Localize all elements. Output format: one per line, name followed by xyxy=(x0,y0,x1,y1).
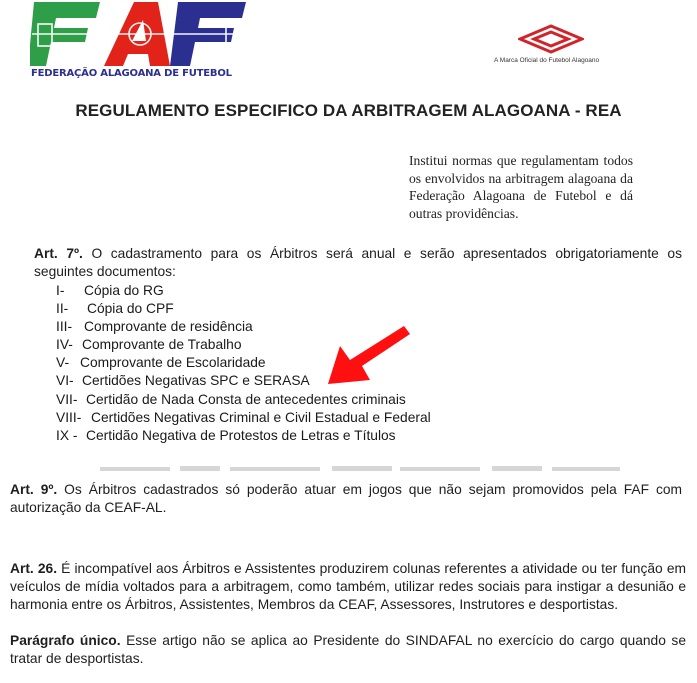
umbro-diamond-icon xyxy=(518,24,584,54)
list-item: V- Comprovante de Escolaridade xyxy=(56,355,266,371)
list-item: I- Cópia do RG xyxy=(56,283,164,298)
art-26-label: Art. 26. xyxy=(10,561,58,576)
paragrafo-unico-label: Parágrafo único. xyxy=(10,633,121,648)
art-9-paragraph xyxy=(10,481,682,517)
ementa: Institui normas que regulamentam todos os envolvidos na arbitragem alagoana da Federação Alagoana de Futebol e dá outras providências. xyxy=(409,153,633,221)
art-9-label: Art. 9º. xyxy=(10,482,58,497)
list-item: III- Comprovante de residência xyxy=(56,319,253,335)
bleed-through-decoration xyxy=(100,461,620,471)
red-arrow-icon xyxy=(322,322,412,388)
art-26-paragraph xyxy=(10,560,686,614)
art-7-label: Art. 7º. xyxy=(34,246,83,261)
art-7-text: O cadastramento para os Árbitros será anual e serão apresentados obrigatoriamente os seguintes documentos: xyxy=(34,246,683,279)
sponsor-tagline: A Marca Oficial do Futebol Alagoano xyxy=(494,57,600,64)
list-item: IV- Comprovante de Trabalho xyxy=(56,337,242,353)
list-item: II- Cópia do CPF xyxy=(56,301,174,317)
art-7-paragraph xyxy=(34,245,682,281)
list-item: VI- Certidões Negativas SPC e SERASA xyxy=(56,373,310,389)
art-26-text: É incompatível aos Árbitros e Assistentes produzirem colunas referentes a atividade ou ter função em veículos de mídia voltados para a arbitragem, como também, utilizar redes sociais para instigar a desunião e harmonia entre os Árbitros, Assistentes, Membros da CEAF, Assessores, Instrutores e desportistas. xyxy=(10,561,686,612)
paragrafo-unico-text: Esse artigo não se aplica ao Presidente do SINDAFAL no exercício do cargo quando se tratar de desportistas. xyxy=(10,633,686,666)
paragrafo-unico xyxy=(10,632,686,668)
list-item: VII- Certidão de Nada Consta de antecedentes criminais xyxy=(56,391,406,407)
list-item: VIII- Certidões Negativas Criminal e Civil Estadual e Federal xyxy=(56,409,431,425)
document-title: REGULAMENTO ESPECIFICO DA ARBITRAGEM ALAGOANA - REA xyxy=(75,101,622,120)
art-9-text: Os Árbitros cadastrados só poderão atuar em jogos que não sejam promovidos pela FAF com autorização da CEAF-AL. xyxy=(10,482,683,515)
list-item: IX - Certidão Negativa de Protestos de Letras e Títulos xyxy=(56,427,396,443)
logo-subtitle: FEDERAÇÃO ALAGOANA DE FUTEBOL xyxy=(31,68,232,79)
